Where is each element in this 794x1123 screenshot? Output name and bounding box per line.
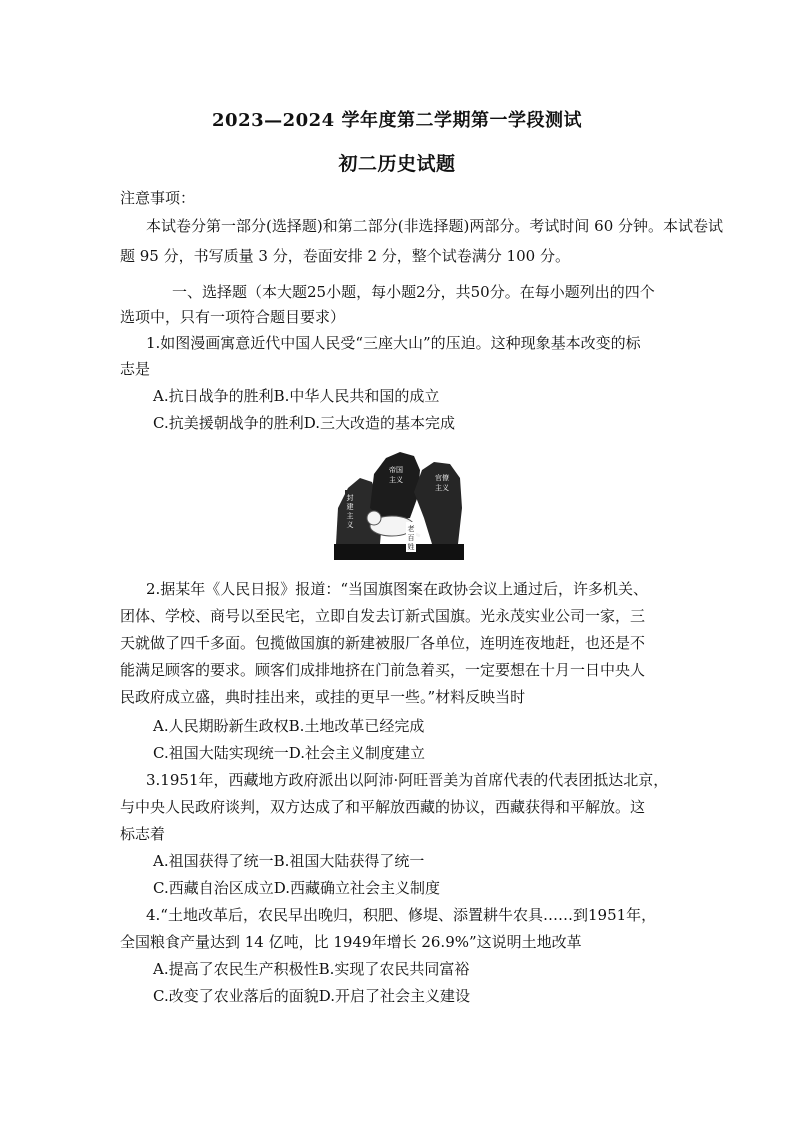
cartoon-label-right: 官僚 bbox=[435, 474, 449, 482]
q3-options-cd: C.西藏自治区成立D.西藏确立社会主义制度 bbox=[153, 879, 440, 897]
svg-text:主: 主 bbox=[346, 512, 354, 520]
exam-title: 2023—2024 学年度第二学期第一学段测试 bbox=[212, 110, 582, 131]
cartoon-label-bottom: 老 bbox=[407, 525, 415, 533]
svg-text:义: 义 bbox=[346, 521, 354, 529]
svg-text:主义: 主义 bbox=[389, 476, 403, 484]
svg-text:百: 百 bbox=[407, 534, 415, 542]
q2-stem: 2.据某年《人民日报》报道：“当国旗图案在政协会议上通过后，许多机关、 bbox=[146, 580, 648, 598]
notice-line-2: 题 95 分，书写质量 3 分，卷面安排 2 分，整个试卷满分 100 分。 bbox=[120, 247, 570, 265]
q2-options-ab: A.人民期盼新生政权B.土地改革已经完成 bbox=[153, 717, 425, 735]
q1-options-ab: A.抗日战争的胜利B.中华人民共和国的成立 bbox=[153, 387, 440, 405]
q1-stem: 1.如图漫画寓意近代中国人民受“三座大山”的压迫。这种现象基本改变的标 bbox=[146, 334, 641, 352]
three-mountains-cartoon bbox=[334, 448, 464, 560]
q2-stem-2: 团体、学校、商号以至民宅，立即自发去订新式国旗。光永茂实业公司一家，三 bbox=[120, 607, 646, 625]
q2-stem-3: 天就做了四千多面。包揽做国旗的新建被服厂各单位，连明连夜地赶，也还是不 bbox=[120, 634, 646, 652]
cartoon-label-middle: 帝国 bbox=[389, 466, 403, 474]
q3-options-ab: A.祖国获得了统一B.祖国大陆获得了统一 bbox=[153, 852, 425, 870]
q1-options-cd: C.抗美援朝战争的胜利D.三大改造的基本完成 bbox=[153, 414, 455, 432]
cartoon-label-left: 封 bbox=[346, 494, 354, 502]
notice-heading: 注意事项： bbox=[120, 189, 196, 207]
q3-stem: 3.1951年，西藏地方政府派出以阿沛·阿旺晋美为首席代表的代表团抵达北京， bbox=[146, 771, 669, 789]
exam-subtitle: 初二历史试题 bbox=[338, 153, 456, 175]
q1-stem-cont: 志是 bbox=[120, 360, 151, 378]
svg-text:姓: 姓 bbox=[407, 543, 415, 551]
q2-options-cd: C.祖国大陆实现统一D.社会主义制度建立 bbox=[153, 744, 425, 762]
svg-text:主义: 主义 bbox=[435, 484, 449, 492]
q2-stem-4: 能满足顾客的要求。顾客们成排地挤在门前急着买，一定要想在十月一日中央人 bbox=[120, 661, 646, 679]
q4-options-cd: C.改变了农业落后的面貌D.开启了社会主义建设 bbox=[153, 987, 470, 1005]
q3-stem-3: 标志着 bbox=[120, 825, 166, 843]
q3-stem-2: 与中央人民政府谈判，双方达成了和平解放西藏的协议，西藏获得和平解放。这 bbox=[120, 798, 646, 816]
section1-heading: 一、选择题（本大题25小题，每小题2分，共50分。在每小题列出的四个 bbox=[172, 283, 655, 301]
q2-stem-5: 民政府成立盛，典时挂出来，或挂的更早一些。”材料反映当时 bbox=[120, 688, 526, 706]
notice-line-1: 本试卷分第一部分(选择题)和第二部分(非选择题)两部分。考试时间 60 分钟。本试卷试 bbox=[146, 217, 724, 235]
svg-text:建: 建 bbox=[346, 503, 354, 511]
q4-options-ab: A.提高了农民生产积极性B.实现了农民共同富裕 bbox=[153, 960, 470, 978]
q4-stem-2: 全国粮食产量达到 14 亿吨，比 1949年增长 26.9%”这说明土地改革 bbox=[120, 933, 582, 951]
section1-heading-cont: 选项中，只有一项符合题目要求） bbox=[120, 308, 346, 326]
q4-stem: 4.“土地改革后，农民早出晚归，积肥、修堤、添置耕牛农具……到1951年， bbox=[146, 906, 657, 924]
